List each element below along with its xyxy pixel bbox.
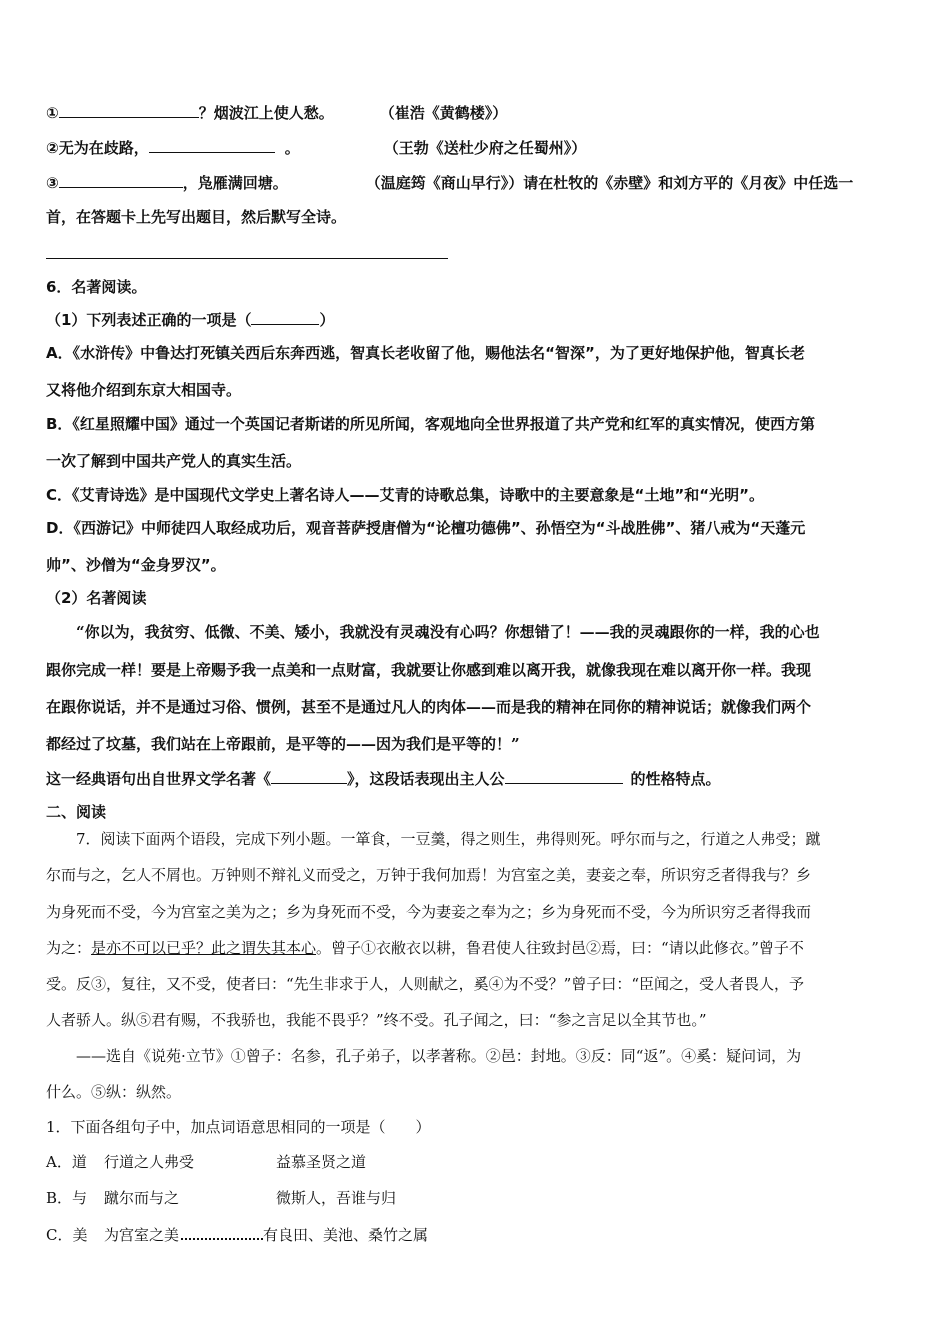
answer-blank[interactable] xyxy=(271,768,347,784)
novel-quote-line-4: 都经过了坟墓，我们站在上帝跟前，是平等的——因为我们是平等的！” xyxy=(46,735,520,753)
answer-blank[interactable] xyxy=(59,172,183,188)
q7-footnote-line-2: 什么。⑤纵：纵然。 xyxy=(46,1083,182,1101)
q6-option-a: A．《水浒传》中鲁达打死镇关西后东奔西逃，智真长老收留了他，赐他法名“智深”，为了更好地保护他，智真长老 xyxy=(46,344,805,362)
poem-line-4: 首，在答题卡上先写出题目，然后默写全诗。 xyxy=(46,208,347,226)
q6-option-b-cont: 一次了解到中国共产党人的真实生活。 xyxy=(46,452,302,470)
item-number: ① xyxy=(46,104,59,122)
poem-text: ，凫雁满回塘。 xyxy=(182,174,288,192)
q6-option-d: D．《西游记》中师徒四人取经成功后，观音菩萨授唐僧为“论檀功德佛”、孙悟空为“斗战胜佛”、猪八戒为“天蓬元 xyxy=(46,519,806,537)
poem-source: （崔浩《黄鹤楼》） xyxy=(379,104,508,122)
answer-line[interactable] xyxy=(46,258,448,259)
item-number: ③ xyxy=(46,174,59,192)
poem-line-2 xyxy=(46,137,906,158)
answer-blank[interactable] xyxy=(149,137,275,153)
q7-1-option-b[interactable]: B．与 蹴尔而与之 微斯人，吾谁与归 xyxy=(46,1189,397,1207)
answer-blank[interactable] xyxy=(59,102,199,118)
q7-text-line-3: 为身死而不受，今为宫室之美为之；乡为身死而不受，今为妻妾之奉为之；乡为身死而不受，今为所识穷乏者得我而 xyxy=(46,903,812,921)
q7-1-option-a[interactable]: A．道 行道之人弗受 益慕圣贤之道 xyxy=(46,1153,367,1171)
q6-option-a-cont: 又将他介绍到东京大相国寺。 xyxy=(46,381,242,399)
q7-1-stem: 1．下面各组句子中，加点词语意思相同的一项是（ ） xyxy=(46,1118,431,1136)
q7-text-line-1: 7．阅读下面两个语段，完成下列小题。一箪食，一豆羹，得之则生，弗得则死。呼尔而与之，行道之人弗受；蹴 xyxy=(76,830,821,848)
poem-line-1 xyxy=(46,102,906,123)
q6-sub2: （2）名著阅读 xyxy=(46,589,147,607)
novel-quote-line-3: 在跟你说话，并不是通过习俗、惯例，甚至不是通过凡人的肉体——而是我的精神在同你的精神说话；就像我们两个 xyxy=(46,698,812,716)
underlined-sentence: 是亦不可以已乎？此之谓失其本心 xyxy=(91,939,317,957)
q6-option-d-cont: 帅”、沙僧为“金身罗汉”。 xyxy=(46,556,226,574)
answer-blank[interactable] xyxy=(505,768,623,784)
q7-text-line-2: 尔而与之，乞人不屑也。万钟则不辩礼义而受之，万钟于我何加焉！为宫室之美，妻妾之奉，所识穷乏者得我与？乡 xyxy=(46,866,812,884)
q7-text-line-6: 人者骄人。纵⑤君有赐，不我骄也，我能不畏乎？”终不受。孔子闻之，曰：“参之言足以全其节也。” xyxy=(46,1011,707,1029)
q6-title: 6．名著阅读。 xyxy=(46,278,147,296)
poem-text: ？烟波江上使人愁。 xyxy=(198,104,334,122)
q7-footnote-line-1: ——选自《说苑·立节》①曾子：名参，孔子弟子，以孝著称。②邑：封地。③反：同“返”。④奚：疑问词，为 xyxy=(76,1047,802,1065)
poem-text: 无为在歧路， xyxy=(58,139,149,157)
q7-text-line-4: 为之：是亦不可以已乎？此之谓失其本心。曾子①衣敝衣以耕，鲁君使人往致封邑②焉，曰：“请以此修衣。”曾子不 xyxy=(46,939,804,957)
answer-blank[interactable] xyxy=(251,309,319,325)
novel-quote-line-1: “你以为，我贫穷、低微、不美、矮小，我就没有灵魂没有心吗？你想错了！——我的灵魂跟你的一样，我的心也 xyxy=(76,623,820,641)
item-number: ② xyxy=(46,139,59,157)
poem-text: 。 xyxy=(284,139,300,157)
emphasis-dots xyxy=(181,1224,263,1240)
poem-source: （温庭筠《商山早行》）请在杜牧的《赤壁》和刘方平的《月夜》中任选一 xyxy=(365,174,854,192)
poem-line-3 xyxy=(46,172,906,193)
q6-option-b: B．《红星照耀中国》通过一个英国记者斯诺的所见所闻，客观地向全世界报道了共产党和红军的真实情况，使西方第 xyxy=(46,415,815,433)
section-heading: 二、阅读 xyxy=(46,803,107,821)
novel-quote-line-2: 跟你完成一样！要是上帝赐予我一点美和一点财富，我就要让你感到难以离开我，就像我现在难以离开你一样。我现 xyxy=(46,661,812,679)
q7-text-line-5: 受。反③，复往，又不受，使者曰：“先生非求于人，人则献之，奚④为不受？”曾子曰：“臣闻之，受人者畏人，予 xyxy=(46,975,805,993)
q7-1-option-c[interactable]: C．美 为宫室之美 有良田、美池、桑竹之属 xyxy=(46,1226,429,1244)
q6-ask: 这一经典语句出自世界文学名著《 》，这段话表现出主人公 的性格特点。 xyxy=(46,770,721,788)
q6-option-c: C．《艾青诗选》是中国现代文学史上著名诗人——艾青的诗歌总集，诗歌中的主要意象是“土地”和“光明”。 xyxy=(46,486,764,504)
poem-source: （王勃《送杜少府之任蜀州》） xyxy=(383,139,587,157)
q6-sub1: （1）下列表述正确的一项是（ ） xyxy=(46,311,335,329)
